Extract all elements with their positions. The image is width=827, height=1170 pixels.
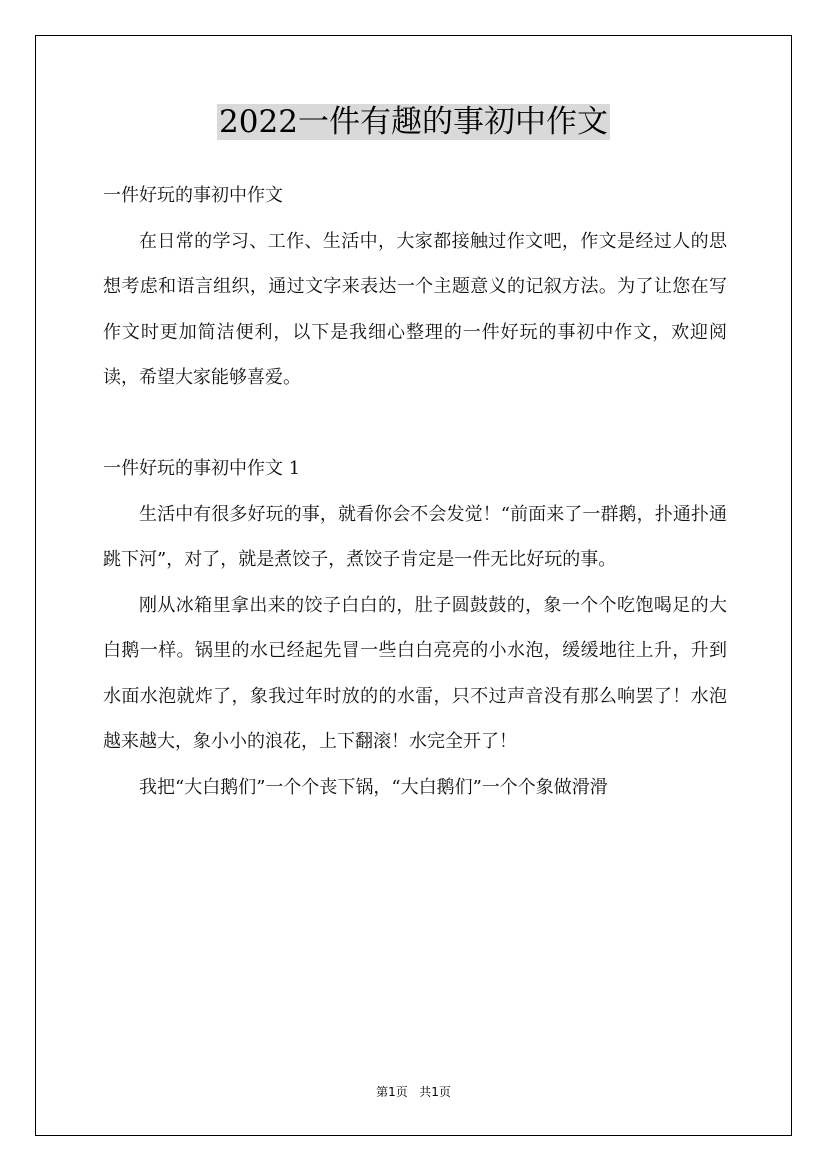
- page-total: 共1页: [419, 1085, 451, 1099]
- page-footer: [0, 1083, 827, 1100]
- document-title-container: [0, 103, 827, 141]
- page-number: 第1页: [376, 1085, 408, 1099]
- body-paragraph-3: 我把“大白鹅们”一个个丧下锅，“大白鹅们”一个个象做滑滑: [139, 776, 608, 798]
- intro-paragraph: 在日常的学习、工作、生活中，大家都接触过作文吧，作文是经过人的思想考虑和语言组织，通过文字来表达一个主题意义的记叙方法。为了让您在写作文时更加简洁便利，以下是我细心整理的一件好玩的事初中作文，欢迎阅读，希望大家能够喜爱。: [103, 230, 727, 388]
- body-paragraph-1: 生活中有很多好玩的事，就看你会不会发觉！“前面来了一群鹅，扑通扑通跳下河”，对了，就是煮饺子，煮饺子肯定是一件无比好玩的事。: [103, 503, 727, 570]
- section-heading: 一件好玩的事初中作文 1: [103, 458, 301, 479]
- subtitle: 一件好玩的事初中作文: [103, 185, 283, 206]
- body-paragraph-2: 刚从冰箱里拿出来的饺子白白的，肚子圆鼓鼓的，象一个个吃饱喝足的大白鹅一样。锅里的水已经起先冒一些白白亮亮的小水泡，缓缓地往上升，升到水面水泡就炸了，象我过年时放的的水雷，只不过声音没有那么响罢了！水泡越来越大，象小小的浪花，上下翻滚！水完全开了！: [103, 594, 727, 752]
- document-title: 2022一件有趣的事初中作文: [219, 104, 608, 140]
- document-body: [103, 173, 727, 810]
- blank-line: [103, 401, 727, 447]
